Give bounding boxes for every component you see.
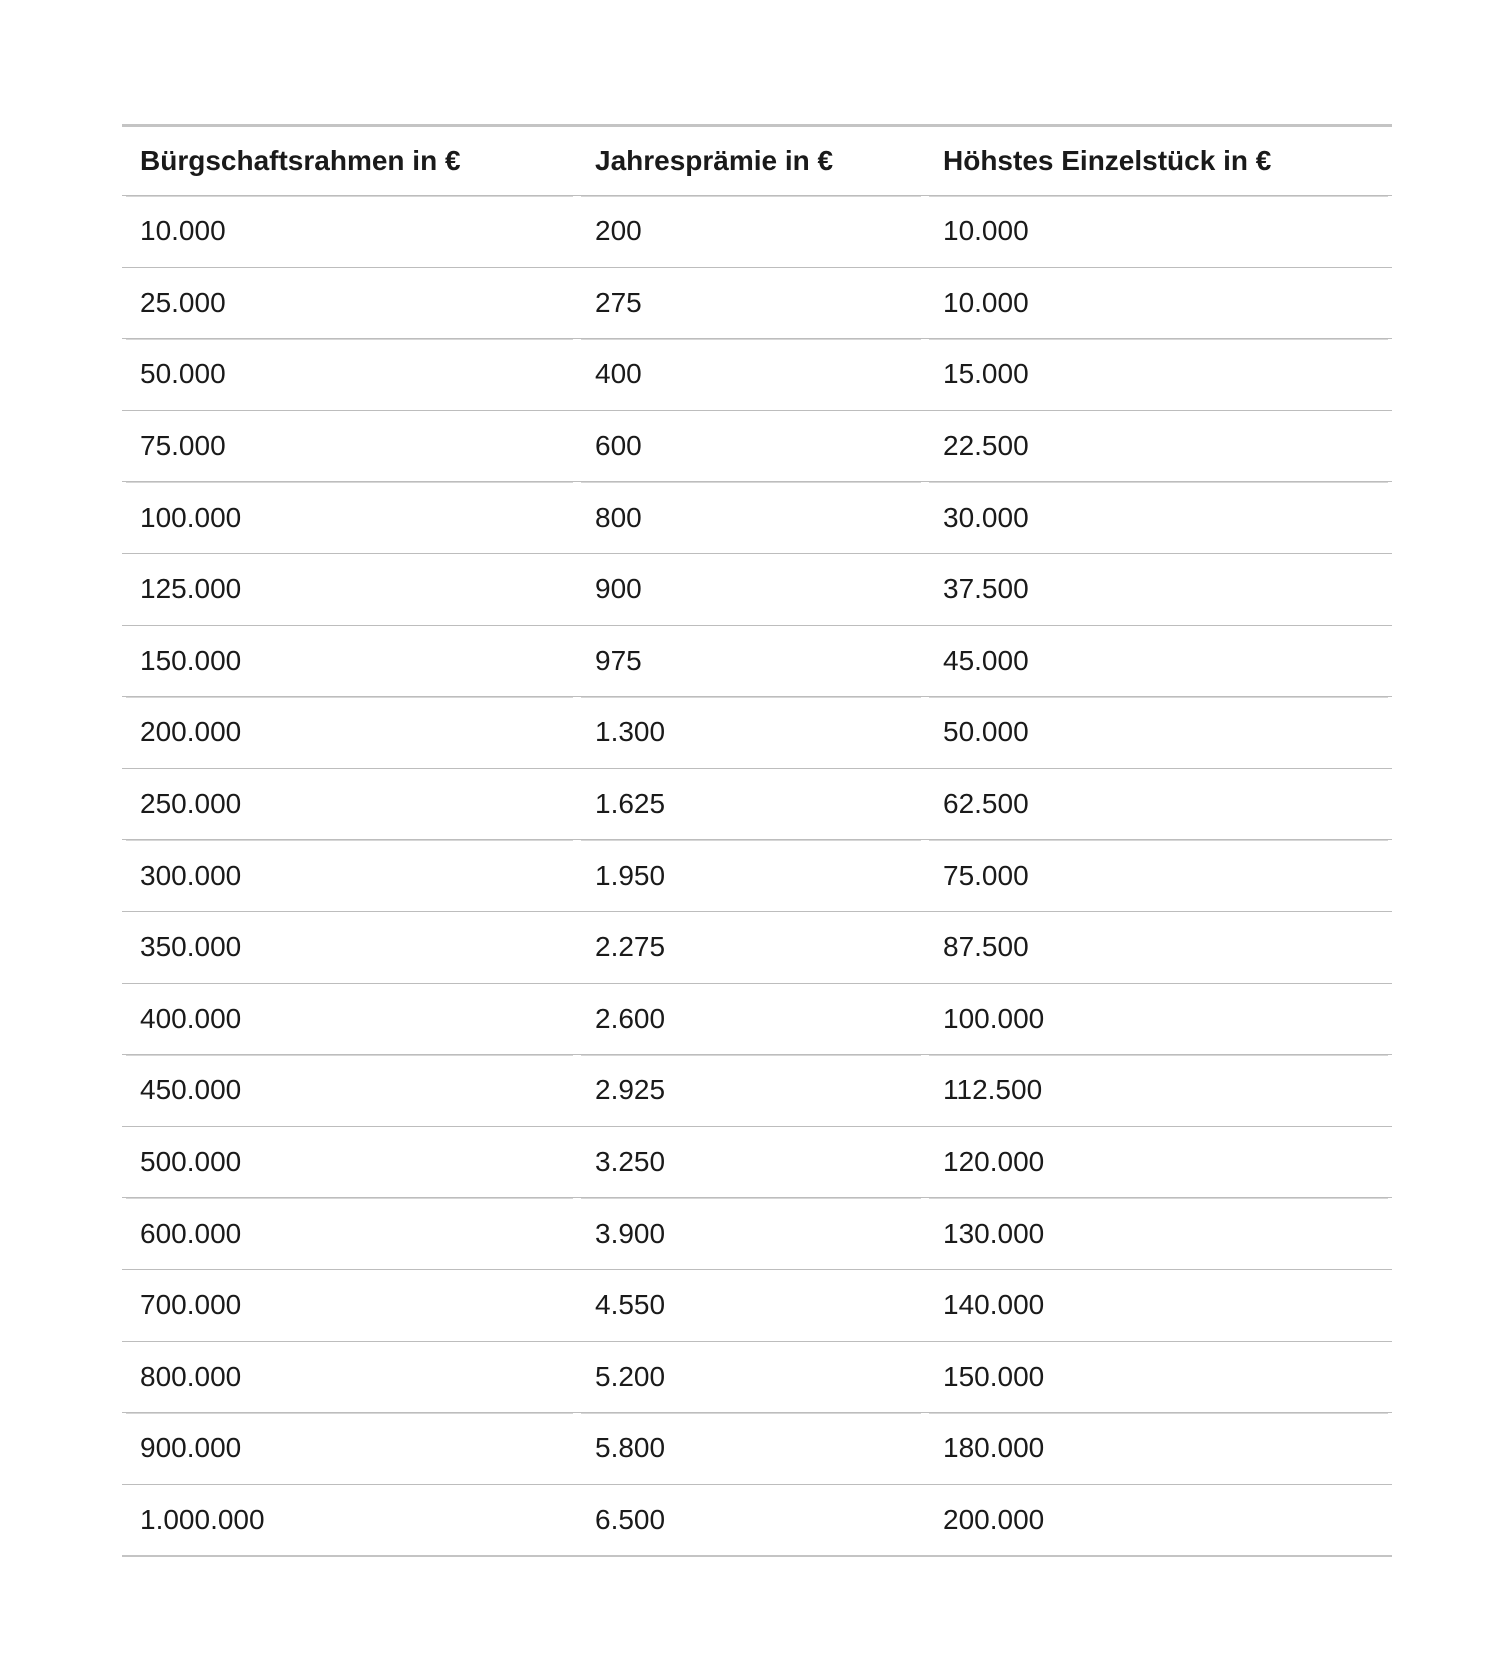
cell-hoechstes-einzelstueck: 62.500 xyxy=(925,768,1392,840)
cell-buergschaftsrahmen: 125.000 xyxy=(122,553,577,625)
table-row xyxy=(122,1126,1392,1198)
cell-hoechstes-einzelstueck: 75.000 xyxy=(925,840,1392,912)
cell-hoechstes-einzelstueck: 45.000 xyxy=(925,625,1392,697)
cell-buergschaftsrahmen: 800.000 xyxy=(122,1341,577,1413)
cell-buergschaftsrahmen: 450.000 xyxy=(122,1055,577,1127)
cell-hoechstes-einzelstueck: 10.000 xyxy=(925,267,1392,339)
cell-jahrespraemie: 4.550 xyxy=(577,1269,925,1341)
cell-jahrespraemie: 1.950 xyxy=(577,840,925,912)
cell-hoechstes-einzelstueck: 180.000 xyxy=(925,1413,1392,1485)
table-body xyxy=(122,196,1392,1556)
cell-jahrespraemie: 1.300 xyxy=(577,697,925,769)
cell-jahrespraemie: 400 xyxy=(577,339,925,411)
cell-jahrespraemie: 2.925 xyxy=(577,1055,925,1127)
cell-jahrespraemie: 600 xyxy=(577,410,925,482)
table-row xyxy=(122,1413,1392,1485)
cell-jahrespraemie: 5.200 xyxy=(577,1341,925,1413)
cell-buergschaftsrahmen: 300.000 xyxy=(122,840,577,912)
cell-jahrespraemie: 900 xyxy=(577,553,925,625)
cell-buergschaftsrahmen: 600.000 xyxy=(122,1198,577,1270)
cell-jahrespraemie: 2.275 xyxy=(577,911,925,983)
cell-hoechstes-einzelstueck: 30.000 xyxy=(925,482,1392,554)
cell-jahrespraemie: 200 xyxy=(577,196,925,268)
cell-buergschaftsrahmen: 350.000 xyxy=(122,911,577,983)
cell-jahrespraemie: 3.900 xyxy=(577,1198,925,1270)
table-row xyxy=(122,482,1392,554)
cell-jahrespraemie: 6.500 xyxy=(577,1484,925,1556)
cell-buergschaftsrahmen: 400.000 xyxy=(122,983,577,1055)
cell-buergschaftsrahmen: 200.000 xyxy=(122,697,577,769)
cell-hoechstes-einzelstueck: 130.000 xyxy=(925,1198,1392,1270)
cell-jahrespraemie: 800 xyxy=(577,482,925,554)
cell-hoechstes-einzelstueck: 37.500 xyxy=(925,553,1392,625)
table-row xyxy=(122,1269,1392,1341)
cell-hoechstes-einzelstueck: 100.000 xyxy=(925,983,1392,1055)
cell-hoechstes-einzelstueck: 50.000 xyxy=(925,697,1392,769)
cell-hoechstes-einzelstueck: 112.500 xyxy=(925,1055,1392,1127)
cell-jahrespraemie: 975 xyxy=(577,625,925,697)
header-jahrespraemie: Jahresprämie in € xyxy=(577,126,925,196)
cell-jahrespraemie: 275 xyxy=(577,267,925,339)
cell-buergschaftsrahmen: 10.000 xyxy=(122,196,577,268)
cell-buergschaftsrahmen: 75.000 xyxy=(122,410,577,482)
table-row xyxy=(122,1055,1392,1127)
table-row xyxy=(122,625,1392,697)
cell-hoechstes-einzelstueck: 120.000 xyxy=(925,1126,1392,1198)
cell-buergschaftsrahmen: 900.000 xyxy=(122,1413,577,1485)
table-row xyxy=(122,339,1392,411)
cell-jahrespraemie: 1.625 xyxy=(577,768,925,840)
table-header xyxy=(122,126,1392,196)
cell-buergschaftsrahmen: 250.000 xyxy=(122,768,577,840)
table-row xyxy=(122,267,1392,339)
cell-buergschaftsrahmen: 500.000 xyxy=(122,1126,577,1198)
cell-jahrespraemie: 3.250 xyxy=(577,1126,925,1198)
table-row xyxy=(122,410,1392,482)
table-row xyxy=(122,1341,1392,1413)
header-buergschaftsrahmen: Bürgschaftsrahmen in € xyxy=(122,126,577,196)
cell-buergschaftsrahmen: 1.000.000 xyxy=(122,1484,577,1556)
cell-hoechstes-einzelstueck: 15.000 xyxy=(925,339,1392,411)
cell-buergschaftsrahmen: 150.000 xyxy=(122,625,577,697)
header-row xyxy=(122,126,1392,196)
cell-jahrespraemie: 2.600 xyxy=(577,983,925,1055)
cell-hoechstes-einzelstueck: 150.000 xyxy=(925,1341,1392,1413)
cell-buergschaftsrahmen: 25.000 xyxy=(122,267,577,339)
cell-hoechstes-einzelstueck: 10.000 xyxy=(925,196,1392,268)
table-row xyxy=(122,196,1392,268)
cell-hoechstes-einzelstueck: 140.000 xyxy=(925,1269,1392,1341)
table-row xyxy=(122,1198,1392,1270)
table-row xyxy=(122,768,1392,840)
table-row xyxy=(122,911,1392,983)
premium-table-container xyxy=(122,124,1392,1557)
cell-buergschaftsrahmen: 50.000 xyxy=(122,339,577,411)
table-row xyxy=(122,1484,1392,1556)
cell-hoechstes-einzelstueck: 22.500 xyxy=(925,410,1392,482)
header-hoechstes-einzelstueck: Höhstes Einzelstück in € xyxy=(925,126,1392,196)
cell-hoechstes-einzelstueck: 200.000 xyxy=(925,1484,1392,1556)
cell-jahrespraemie: 5.800 xyxy=(577,1413,925,1485)
cell-buergschaftsrahmen: 700.000 xyxy=(122,1269,577,1341)
table-row xyxy=(122,983,1392,1055)
cell-hoechstes-einzelstueck: 87.500 xyxy=(925,911,1392,983)
premium-table xyxy=(122,124,1392,1557)
table-row xyxy=(122,553,1392,625)
cell-buergschaftsrahmen: 100.000 xyxy=(122,482,577,554)
table-row xyxy=(122,840,1392,912)
table-row xyxy=(122,697,1392,769)
